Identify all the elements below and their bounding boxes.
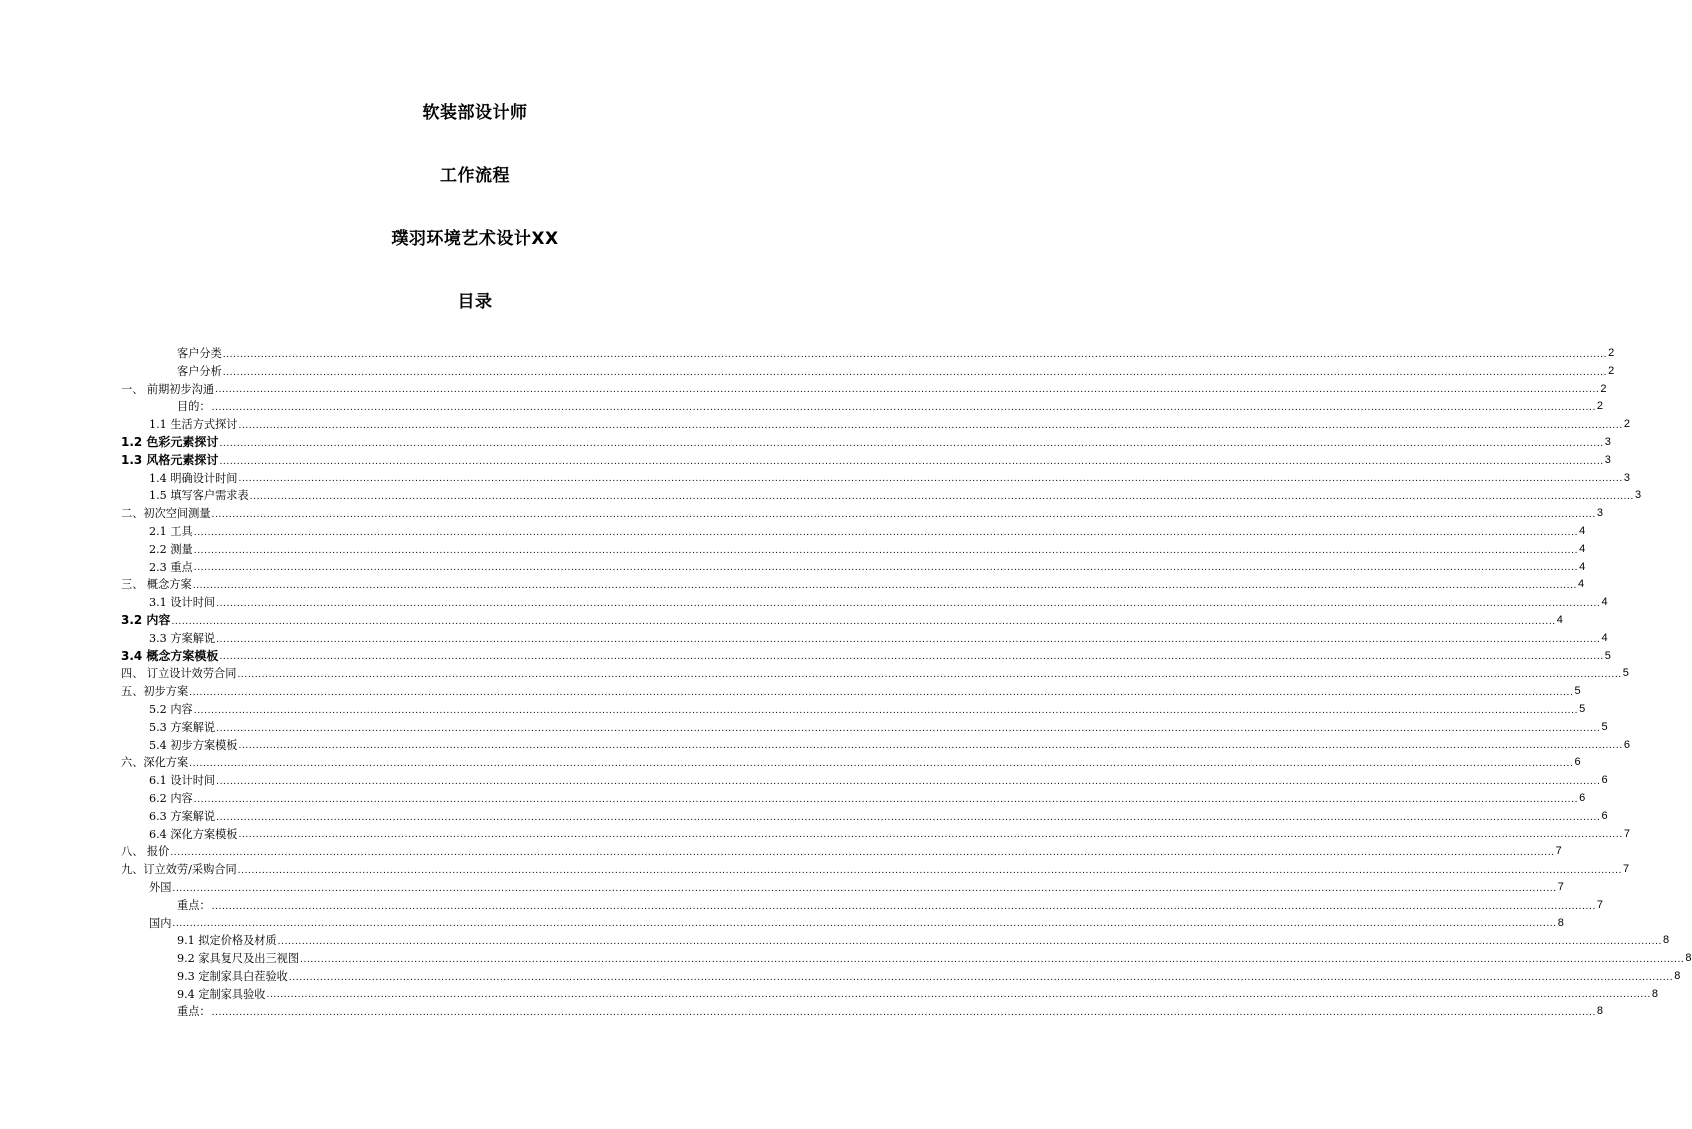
toc-entry[interactable] <box>121 594 1608 612</box>
toc-entry-label: 3.4 概念方案模板 <box>121 648 219 663</box>
toc-entry-label: 5.2 内容 <box>149 702 193 716</box>
toc-entry-page-number: 6 <box>1601 774 1608 787</box>
toc-entry-page-number: 8 <box>1557 916 1564 929</box>
toc-entry[interactable] <box>121 1003 1604 1021</box>
toc-leader-dots: ................................................................................................................................................................................................................................................................................................................................................................................................................ <box>193 563 1579 574</box>
toc-leader-dots: ................................................................................................................................................................................................................................................................................................................................................................................................................ <box>216 812 1601 823</box>
toc-entry-label: 3.1 设计时间 <box>149 596 216 610</box>
toc-heading: 目录 <box>457 292 493 312</box>
toc-entry-page-number: 5 <box>1622 667 1629 680</box>
toc-entry-label: 5.4 初步方案模板 <box>149 738 238 752</box>
toc-leader-dots: ................................................................................................................................................................................................................................................................................................................................................................................................................ <box>288 972 1674 983</box>
toc-leader-dots: ................................................................................................................................................................................................................................................................................................................................................................................................................ <box>222 367 1608 378</box>
toc-entry-page-number: 6 <box>1623 738 1630 751</box>
toc-leader-dots: ................................................................................................................................................................................................................................................................................................................................................................................................................ <box>211 1008 1596 1019</box>
toc-entry[interactable] <box>121 879 1564 897</box>
toc-entry-label: 1.4 明确设计时间 <box>149 471 238 485</box>
toc-entry-label: 六、深化方案 <box>121 756 189 770</box>
toc-leader-dots: ................................................................................................................................................................................................................................................................................................................................................................................................................ <box>219 652 1604 663</box>
toc-entry-label: 目的： <box>177 400 211 414</box>
toc-entry-page-number: 3 <box>1604 453 1611 466</box>
toc-entry[interactable] <box>121 986 1658 1004</box>
toc-entry-page-number: 4 <box>1579 524 1586 537</box>
toc-entry-page-number: 4 <box>1579 560 1586 573</box>
toc-entry-page-number: 8 <box>1596 1005 1604 1018</box>
toc-entry-label: 3.2 内容 <box>121 612 171 627</box>
toc-leader-dots: ................................................................................................................................................................................................................................................................................................................................................................................................................ <box>238 420 1623 431</box>
toc-leader-dots: ................................................................................................................................................................................................................................................................................................................................................................................................................ <box>237 670 1622 681</box>
toc-leader-dots: ................................................................................................................................................................................................................................................................................................................................................................................................................ <box>189 687 1574 698</box>
table-of-contents <box>121 345 1692 1021</box>
toc-entry[interactable] <box>121 950 1692 968</box>
toc-entry[interactable] <box>121 683 1581 701</box>
toc-entry[interactable] <box>121 470 1630 488</box>
toc-entry[interactable] <box>121 505 1603 523</box>
toc-entry-label: 九、订立效劳/采购合同 <box>121 863 237 877</box>
toc-entry[interactable] <box>121 843 1562 861</box>
toc-leader-dots: ................................................................................................................................................................................................................................................................................................................................................................................................................ <box>216 598 1601 609</box>
toc-entry-page-number: 2 <box>1608 364 1615 377</box>
toc-entry-label: 3.3 方案解说 <box>149 631 216 645</box>
toc-entry-page-number: 4 <box>1579 542 1586 555</box>
toc-entry-label: 二、初次空间测量 <box>121 507 211 521</box>
toc-entry-page-number: 8 <box>1663 934 1670 947</box>
toc-entry-label: 9.1 拟定价格及材质 <box>177 934 277 948</box>
toc-entry-label: 9.4 定制家具验收 <box>177 987 266 1001</box>
toc-entry[interactable] <box>121 754 1581 772</box>
toc-entry[interactable] <box>121 897 1604 915</box>
toc-entry-label: 客户分析 <box>177 364 222 378</box>
toc-leader-dots: ................................................................................................................................................................................................................................................................................................................................................................................................................ <box>215 385 1600 396</box>
toc-entry-label: 6.3 方案解说 <box>149 809 216 823</box>
toc-entry[interactable] <box>121 487 1642 505</box>
toc-entry[interactable] <box>121 576 1585 594</box>
toc-entry-page-number: 5 <box>1601 720 1608 733</box>
toc-leader-dots: ................................................................................................................................................................................................................................................................................................................................................................................................................ <box>193 545 1579 556</box>
toc-leader-dots: ................................................................................................................................................................................................................................................................................................................................................................................................................ <box>192 581 1578 592</box>
toc-leader-dots: ................................................................................................................................................................................................................................................................................................................................................................................................................ <box>219 438 1604 449</box>
toc-entry-label: 重点： <box>177 898 211 912</box>
toc-entry-page-number: 2 <box>1623 418 1630 431</box>
toc-leader-dots: ................................................................................................................................................................................................................................................................................................................................................................................................................ <box>237 865 1622 876</box>
toc-entry-page-number: 4 <box>1578 578 1585 591</box>
toc-entry-page-number: 6 <box>1574 756 1581 769</box>
toc-leader-dots: ................................................................................................................................................................................................................................................................................................................................................................................................................ <box>277 937 1663 948</box>
toc-leader-dots: ................................................................................................................................................................................................................................................................................................................................................................................................................ <box>300 954 1685 965</box>
document-title-line2: 工作流程 <box>440 166 510 186</box>
toc-entry-label: 2.3 重点 <box>149 560 193 574</box>
toc-leader-dots: ................................................................................................................................................................................................................................................................................................................................................................................................................ <box>216 723 1601 734</box>
toc-entry-label: 1.5 填写客户需求表 <box>149 489 249 503</box>
toc-entry-page-number: 5 <box>1574 685 1581 698</box>
toc-entry-page-number: 6 <box>1601 809 1608 822</box>
toc-entry-page-number: 5 <box>1604 649 1611 662</box>
toc-leader-dots: ................................................................................................................................................................................................................................................................................................................................................................................................................ <box>171 616 1556 627</box>
toc-entry[interactable] <box>121 523 1586 541</box>
toc-entry-page-number: 4 <box>1601 631 1608 644</box>
toc-leader-dots: ................................................................................................................................................................................................................................................................................................................................................................................................................ <box>238 474 1623 485</box>
toc-entry[interactable] <box>121 630 1608 648</box>
toc-entry[interactable] <box>121 452 1611 470</box>
toc-entry[interactable] <box>121 932 1670 950</box>
toc-entry-page-number: 7 <box>1555 845 1562 858</box>
toc-entry-label: 9.3 定制家具白茬验收 <box>177 969 288 983</box>
toc-entry-page-number: 8 <box>1674 969 1681 982</box>
toc-entry-label: 1.3 风格元素探讨 <box>121 452 219 467</box>
toc-leader-dots: ................................................................................................................................................................................................................................................................................................................................................................................................................ <box>172 883 1557 894</box>
toc-entry-label: 四、 订立设计效劳合同 <box>121 667 237 681</box>
toc-leader-dots: ................................................................................................................................................................................................................................................................................................................................................................................................................ <box>222 349 1608 360</box>
toc-leader-dots: ................................................................................................................................................................................................................................................................................................................................................................................................................ <box>193 794 1579 805</box>
toc-leader-dots: ................................................................................................................................................................................................................................................................................................................................................................................................................ <box>238 741 1623 752</box>
document-title-line3: 璞羽环境艺术设计XX <box>391 229 559 249</box>
toc-entry[interactable] <box>121 416 1630 434</box>
toc-entry-label: 6.1 设计时间 <box>149 774 216 788</box>
toc-leader-dots: ................................................................................................................................................................................................................................................................................................................................................................................................................ <box>193 527 1579 538</box>
toc-leader-dots: ................................................................................................................................................................................................................................................................................................................................................................................................................ <box>238 830 1623 841</box>
toc-leader-dots: ................................................................................................................................................................................................................................................................................................................................................................................................................ <box>211 509 1596 520</box>
toc-entry[interactable] <box>121 665 1629 683</box>
toc-entry-label: 2.2 测量 <box>149 542 193 556</box>
toc-entry-page-number: 3 <box>1623 471 1630 484</box>
toc-leader-dots: ................................................................................................................................................................................................................................................................................................................................................................................................................ <box>219 456 1604 467</box>
toc-entry-label: 三、 概念方案 <box>121 578 192 592</box>
toc-entry-page-number: 5 <box>1579 702 1586 715</box>
toc-entry-page-number: 7 <box>1557 880 1564 893</box>
toc-entry-label: 1.2 色彩元素探讨 <box>121 434 219 449</box>
toc-entry[interactable] <box>121 737 1630 755</box>
toc-entry-page-number: 8 <box>1651 987 1658 1000</box>
toc-entry[interactable] <box>121 363 1615 381</box>
toc-entry[interactable] <box>121 790 1586 808</box>
toc-entry-page-number: 8 <box>1685 952 1692 965</box>
toc-entry-label: 一、 前期初步沟通 <box>121 382 215 396</box>
toc-entry[interactable] <box>121 772 1608 790</box>
toc-entry[interactable] <box>121 861 1630 879</box>
toc-entry[interactable] <box>121 968 1681 986</box>
toc-leader-dots: ................................................................................................................................................................................................................................................................................................................................................................................................................ <box>266 990 1651 1001</box>
toc-entry-label: 客户分类 <box>177 347 222 360</box>
toc-entry-label: 9.2 家具复尺及出三视图 <box>177 952 300 966</box>
toc-entry[interactable] <box>121 612 1563 630</box>
toc-leader-dots: ................................................................................................................................................................................................................................................................................................................................................................................................................ <box>170 848 1555 859</box>
toc-entry-page-number: 6 <box>1579 791 1586 804</box>
toc-entry[interactable] <box>121 381 1607 399</box>
toc-entry-label: 2.1 工具 <box>149 524 193 538</box>
toc-leader-dots: ................................................................................................................................................................................................................................................................................................................................................................................................................ <box>211 901 1596 912</box>
toc-entry-page-number: 3 <box>1635 489 1642 502</box>
toc-entry[interactable] <box>121 719 1608 737</box>
toc-entry-label: 重点： <box>177 1005 211 1019</box>
toc-leader-dots: ................................................................................................................................................................................................................................................................................................................................................................................................................ <box>249 492 1635 503</box>
toc-entry-page-number: 4 <box>1601 596 1608 609</box>
toc-entry-label: 6.2 内容 <box>149 791 193 805</box>
toc-entry-page-number: 7 <box>1623 827 1630 840</box>
toc-entry[interactable] <box>121 541 1586 559</box>
toc-entry[interactable] <box>121 434 1611 452</box>
toc-entry-page-number: 3 <box>1604 435 1611 448</box>
toc-leader-dots: ................................................................................................................................................................................................................................................................................................................................................................................................................ <box>193 705 1579 716</box>
toc-entry-page-number: 7 <box>1623 863 1630 876</box>
toc-entry[interactable] <box>121 826 1630 844</box>
toc-entry-label: 外国 <box>149 880 172 894</box>
toc-entry-label: 5.3 方案解说 <box>149 720 216 734</box>
toc-leader-dots: ................................................................................................................................................................................................................................................................................................................................................................................................................ <box>216 776 1601 787</box>
toc-entry-page-number: 4 <box>1556 613 1563 626</box>
toc-entry[interactable] <box>121 398 1604 416</box>
toc-entry-page-number: 3 <box>1596 507 1603 520</box>
document-title-line1: 软装部设计师 <box>422 103 528 123</box>
toc-entry[interactable] <box>121 808 1608 826</box>
toc-leader-dots: ................................................................................................................................................................................................................................................................................................................................................................................................................ <box>189 759 1574 770</box>
toc-entry[interactable] <box>121 648 1611 666</box>
toc-entry[interactable] <box>121 915 1564 933</box>
toc-entry-page-number: 2 <box>1608 347 1615 359</box>
toc-entry-page-number: 2 <box>1600 382 1607 395</box>
toc-entry-label: 八、 报价 <box>121 845 170 859</box>
toc-entry-label: 1.1 生活方式探讨 <box>149 418 238 432</box>
toc-entry-label: 国内 <box>149 916 172 930</box>
toc-entry-page-number: 7 <box>1596 898 1604 911</box>
toc-entry[interactable] <box>121 345 1615 363</box>
toc-entry-label: 6.4 深化方案模板 <box>149 827 238 841</box>
toc-leader-dots: ................................................................................................................................................................................................................................................................................................................................................................................................................ <box>172 919 1557 930</box>
toc-leader-dots: ................................................................................................................................................................................................................................................................................................................................................................................................................ <box>216 634 1601 645</box>
toc-entry[interactable] <box>121 559 1586 577</box>
toc-leader-dots: ................................................................................................................................................................................................................................................................................................................................................................................................................ <box>211 403 1596 414</box>
toc-entry[interactable] <box>121 701 1586 719</box>
toc-entry-page-number: 2 <box>1596 400 1604 413</box>
toc-entry-label: 五、初步方案 <box>121 685 189 699</box>
